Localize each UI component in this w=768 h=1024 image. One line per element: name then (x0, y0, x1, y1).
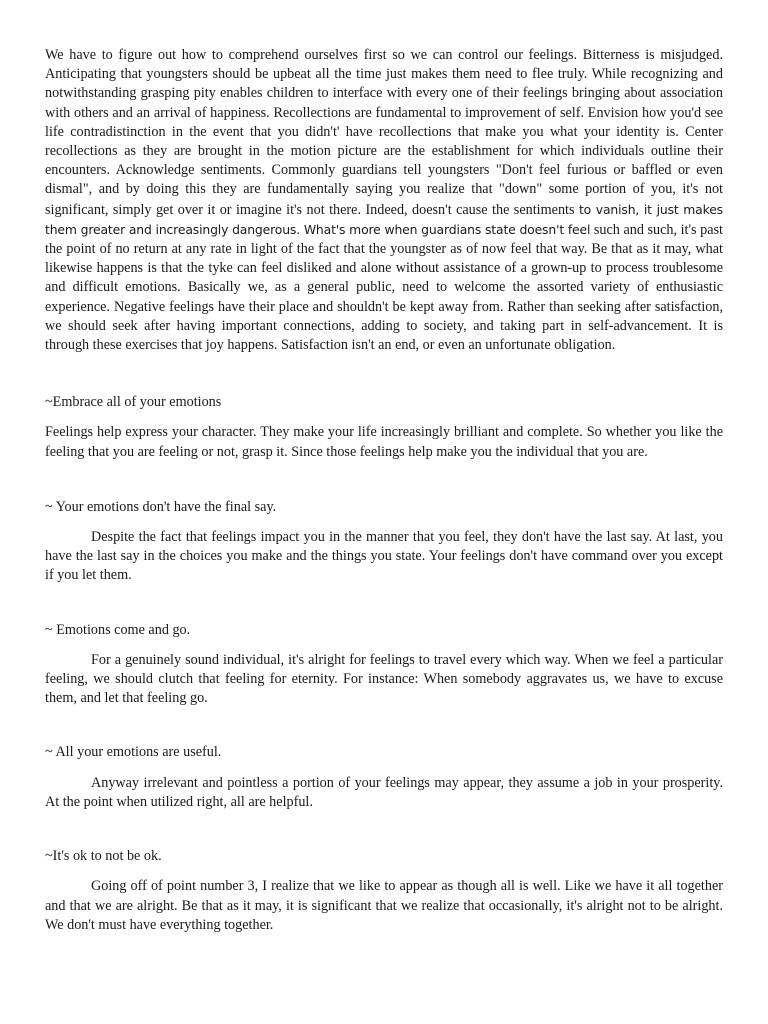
intro-text-part-2: to vanish, it just makes them greater and increasingly dangerous. What's more when guardians state doesn't feel (45, 201, 723, 237)
document-page (45, 46, 723, 935)
section-heading-not-ok: ~It's ok to not be ok. (45, 848, 162, 865)
intro-text-part-3: such and such, it's past the point of no return at any rate in light of the fact that the youngster as of now feel that way. Be that as it may, what likewise happens is that the tyke can feel disliked and alone without assistance of a grown-up to process troublesome and difficult emotions. Basically we, as a general public, need to welcome the assorted variety of enthusiastic experience. Negative feelings have their place and shouldn't be kept away from. Rather than seeking after satisfaction, we should seek after having important connections, adding to society, and taking part in self-advancement. It is through these exercises that joy happens. Satisfaction isn't an end, or even an unfortunate obligation. (45, 221, 723, 354)
section-body-useful: Anyway irrelevant and pointless a portion of your feelings may appear, they assume a job in your prosperity. At the point when utilized right, all are helpful. (45, 774, 723, 810)
section-body-come-and-go: For a genuinely sound individual, it's alright for feelings to travel every which way. When we feel a particular feeling, we should clutch that feeling for eternity. For instance: When somebody aggravates us, we have to excuse them, and let that feeling go. (45, 651, 723, 707)
intro-text-part-1: We have to figure out how to comprehend ourselves first so we can control our feelings. Bitterness is misjudged. Anticipating that youngsters should be upbeat all the time just makes them need to flee truly. While recognizing and notwithstanding grasping pity enables children to interface with every one of their feelings bringing about association with others and an arrival of happiness. Recollections are fundamental to improvement of self. Envision how you'd see life contradistinction in the event that you didn't' have recollections that make you what your identity is. Center recollections as they are brought in the motion picture are the establishment for which individuals outline their encounters. Acknowledge sentiments. Commonly guardians tell youngsters "Don't feel furious or baffled or even dismal", and by doing this they are fundamentally saying you realize that "down" some portion of you, it's not significant, simply get over it or imagine it's not there. Indeed, doesn't cause the sentiments (45, 47, 723, 218)
section-heading-useful: ~ All your emotions are useful. (45, 744, 222, 761)
section-heading-come-and-go: ~ Emotions come and go. (45, 621, 191, 638)
section-body-embrace: Feelings help express your character. They make your life increasingly brilliant and complete. So whether you like the feeling that you are feeling or not, grasp it. Since those feelings help make you the individual that you are. (45, 424, 723, 460)
section-body-not-ok: Going off of point number 3, I realize that we like to appear as though all is well. Like we have it all together and that we are alright. Be that as it may, it is significant that we realize that occasionally, it's alright not to be alright. We don't must have everything together. (45, 878, 723, 933)
section-heading-embrace: ~Embrace all of your emotions (45, 394, 222, 411)
intro-paragraph (45, 46, 723, 355)
section-heading-final-say: ~ Your emotions don't have the final say. (45, 498, 277, 515)
section-body-final-say: Despite the fact that feelings impact you in the manner that you feel, they don't have the last say. At last, you have the last say in the choices you make and the things you state. Your feelings don't have command over you except if you let them. (45, 529, 723, 584)
